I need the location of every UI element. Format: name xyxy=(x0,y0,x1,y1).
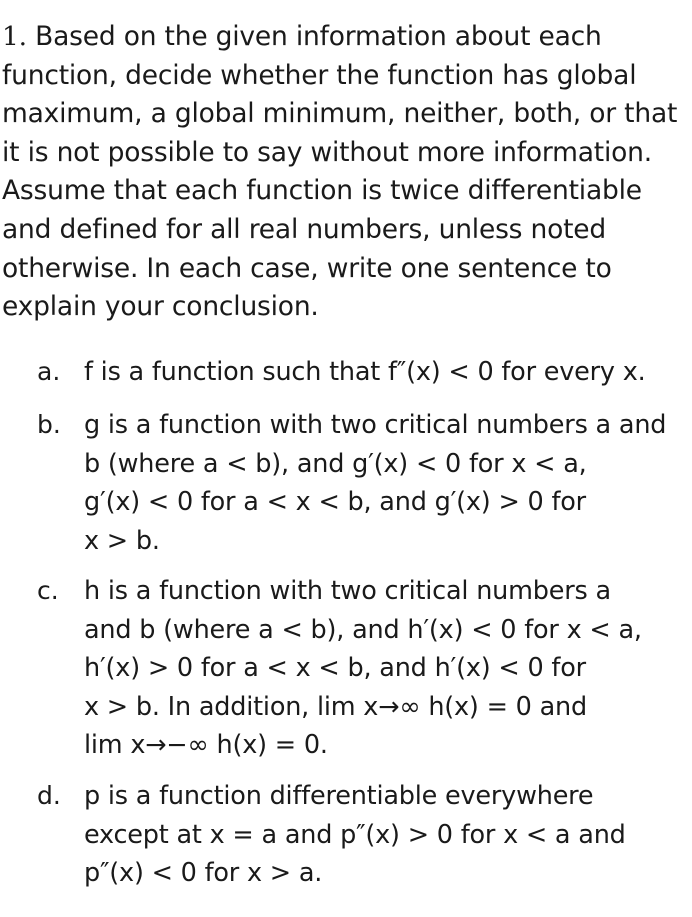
list-marker: a. xyxy=(37,357,61,386)
intro-line-4: it is not possible to say without more information. xyxy=(2,136,652,168)
sub-question-line: g′(x) < 0 for a < x < b, and g′(x) > 0 for xyxy=(84,487,586,518)
sub-question-line: f is a function such that f″(x) < 0 for every x. xyxy=(84,357,646,387)
sub-question-line: p″(x) < 0 for x > a. xyxy=(84,858,323,889)
sub-question-text xyxy=(84,353,684,392)
sub-question-line: g is a function with two critical numbers a and xyxy=(84,410,667,440)
intro-line-1-text: Based on the given information about each xyxy=(35,21,602,52)
sub-question-line: x > b. In addition, lim x→∞ h(x) = 0 and xyxy=(84,691,587,722)
list-marker: b. xyxy=(37,410,61,439)
sub-question-text xyxy=(84,572,684,765)
sub-question-line: lim x→−∞ h(x) = 0. xyxy=(84,730,328,761)
problem-number: 1. xyxy=(2,21,27,52)
intro-line-1 xyxy=(2,18,690,57)
sub-question-line: and b (where a < b), and h′(x) < 0 for x < a, xyxy=(84,614,642,645)
intro-line-5: Assume that each function is twice differentiable xyxy=(2,175,642,207)
problem-intro xyxy=(2,18,690,327)
problem-page xyxy=(2,18,690,327)
intro-line-8: explain your conclusion. xyxy=(2,291,319,323)
intro-line-3: maximum, a global minimum, neither, both, or that xyxy=(2,98,678,130)
intro-line-6: and defined for all real numbers, unless noted xyxy=(2,213,607,245)
list-marker: d. xyxy=(37,781,61,810)
sub-question-line: p is a function differentiable everywhere xyxy=(84,781,594,811)
intro-line-2: function, decide whether the function has global xyxy=(2,59,637,91)
list-marker: c. xyxy=(37,576,59,605)
intro-line-7: otherwise. In each case, write one sentence to xyxy=(2,252,612,284)
sub-question-line: h is a function with two critical numbers a xyxy=(84,576,611,606)
sub-question-line: b (where a < b), and g′(x) < 0 for x < a, xyxy=(84,448,587,479)
sub-question-text xyxy=(84,777,684,893)
sub-question-text xyxy=(84,406,684,560)
sub-question-line: h′(x) > 0 for a < x < b, and h′(x) < 0 for xyxy=(84,653,586,684)
sub-question-line: x > b. xyxy=(84,525,160,556)
sub-question-line: except at x = a and p″(x) > 0 for x < a and xyxy=(84,819,626,850)
